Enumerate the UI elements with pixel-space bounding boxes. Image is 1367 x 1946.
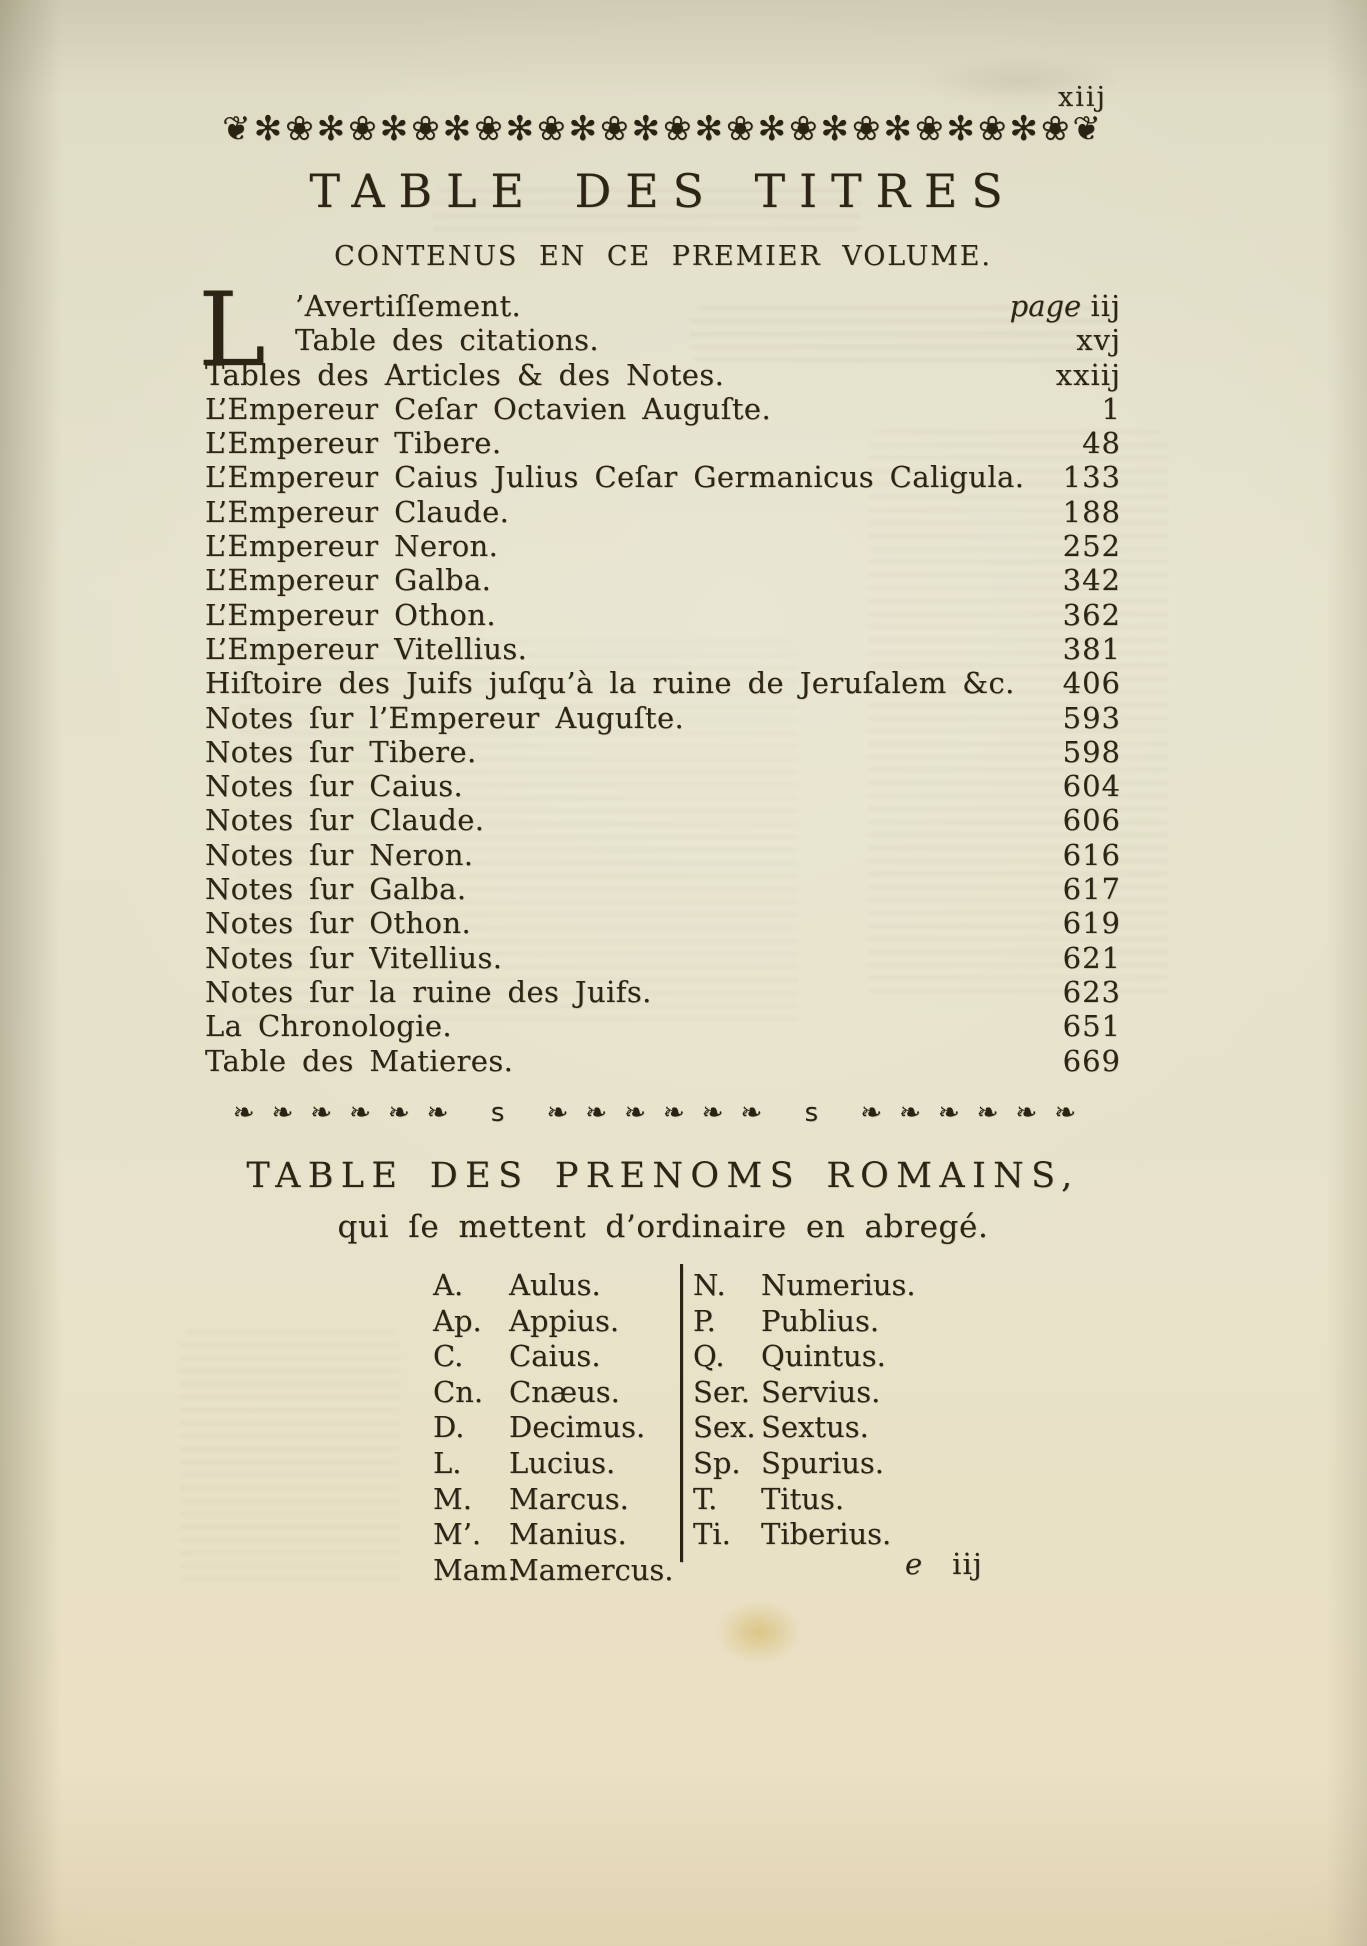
prenom-row: [433, 1553, 674, 1589]
toc-row: [205, 1044, 1121, 1078]
toc-page-number: 619: [1062, 906, 1121, 941]
prenom-name: Appius.: [509, 1303, 620, 1338]
prenom-name: Publius.: [761, 1303, 880, 1338]
prenom-name: Manius.: [509, 1517, 627, 1552]
toc-row: [205, 529, 1121, 563]
prenom-row: [433, 1517, 674, 1553]
prenoms-col-right: [693, 1268, 916, 1553]
prenom-row: [433, 1375, 674, 1411]
prenom-abbr: Sp.: [693, 1445, 741, 1480]
toc-row: [205, 323, 1121, 357]
prenom-row: [693, 1517, 916, 1553]
toc-row: [205, 426, 1121, 460]
toc-page-number: 1: [1101, 391, 1121, 426]
prenom-row: [693, 1482, 916, 1518]
prenom-name: Servius.: [761, 1374, 881, 1409]
prenom-row: [693, 1339, 916, 1375]
toc-page-number: 669: [1062, 1043, 1121, 1078]
prenom-name: Sextus.: [761, 1410, 869, 1445]
toc-entry-label: Notes ſur la ruine des Juifs.: [205, 974, 652, 1009]
prenom-abbr: M’.: [433, 1517, 482, 1552]
toc-entry-label: La Chronologie.: [205, 1009, 453, 1044]
toc-row: [205, 460, 1121, 494]
prenom-abbr: D.: [433, 1410, 465, 1445]
toc-row: [205, 495, 1121, 529]
toc-entry-label: Tables des Articles & des Notes.: [205, 357, 725, 392]
prenom-row: [433, 1482, 674, 1518]
drop-cap-letter: L: [198, 271, 266, 390]
paper-stain: [716, 1600, 802, 1664]
toc-entry-label: Notes ſur Vitellius.: [205, 940, 503, 975]
page-word-label: page: [1009, 289, 1091, 323]
toc-page-number: 593: [1062, 700, 1121, 735]
prenom-name: Numerius.: [761, 1268, 916, 1302]
prenom-name: Decimus.: [509, 1410, 646, 1445]
toc-page-number: 623: [1062, 974, 1121, 1009]
toc-entry-label: L’Empereur Vitellius.: [205, 631, 528, 666]
toc-entry-label: L’Empereur Tibere.: [205, 426, 502, 461]
page-title: TABLE DES TITRES: [309, 164, 1017, 218]
prenom-name: Spurius.: [761, 1445, 885, 1480]
toc-page-number: 48: [1082, 426, 1121, 461]
prenom-row: [433, 1339, 674, 1375]
toc-page-number: 342: [1062, 563, 1121, 598]
toc-entry-label: Notes ſur l’Empereur Auguſte.: [205, 700, 685, 735]
prenoms-col-left: [433, 1268, 674, 1588]
toc-entry-label: L’Empereur Ceſar Octavien Auguſte.: [205, 391, 772, 426]
prenom-row: [693, 1304, 916, 1340]
signature-letter: e: [905, 1547, 923, 1581]
toc-page-number: 133: [1062, 460, 1121, 495]
prenom-abbr: P.: [693, 1303, 716, 1338]
toc-row: [205, 735, 1121, 769]
prenom-name: Quintus.: [761, 1339, 886, 1374]
toc-row: [205, 838, 1121, 872]
prenom-abbr: Ti.: [693, 1517, 731, 1552]
prenom-abbr: L.: [433, 1445, 462, 1480]
prenom-name: Cnæus.: [509, 1374, 620, 1409]
toc-row: [205, 769, 1121, 803]
prenom-row: [433, 1304, 674, 1340]
toc-page-number: xxiij: [1055, 357, 1121, 392]
prenom-row: [693, 1410, 916, 1446]
toc-entry-label: Notes ſur Galba.: [205, 872, 467, 907]
toc-entry-label: Notes ſur Neron.: [205, 837, 474, 872]
prenom-name: Titus.: [761, 1481, 845, 1516]
prenom-abbr: Ap.: [433, 1303, 482, 1338]
column-divider-rule: [680, 1264, 683, 1562]
toc-entry-label: Notes ſur Othon.: [205, 906, 472, 941]
toc-row: [205, 941, 1121, 975]
prenom-name: Mamercus.: [509, 1552, 674, 1587]
toc-entry-label: Notes ſur Caius.: [205, 769, 464, 804]
prenoms-title: TABLE DES PRENOMS ROMAINS,: [246, 1156, 1080, 1196]
prenom-name: Aulus.: [509, 1268, 601, 1302]
prenom-row: [433, 1410, 674, 1446]
prenom-abbr: T.: [693, 1481, 718, 1516]
toc-page-number: page iij: [1009, 289, 1121, 323]
folio-number: xiij: [1058, 82, 1107, 113]
toc-page-number: 606: [1062, 803, 1121, 838]
toc-entry-label: L’Empereur Caius Julius Ceſar Germanicus Caligula.: [205, 460, 1025, 495]
prenom-abbr: Sex.: [693, 1410, 756, 1445]
toc-row: [205, 1009, 1121, 1043]
toc-row: [205, 598, 1121, 632]
prenom-abbr: A.: [433, 1268, 464, 1302]
toc-row: [205, 906, 1121, 940]
toc-entry-label: Table des Matieres.: [205, 1043, 514, 1078]
toc-row: [205, 803, 1121, 837]
prenom-abbr: Q.: [693, 1339, 725, 1374]
toc-page-number: xvj: [1076, 323, 1121, 358]
prenom-abbr: M.: [433, 1481, 472, 1516]
prenoms-subtitle: qui ſe mettent d’ordinaire en abregé.: [337, 1209, 989, 1245]
toc-page-number: 616: [1062, 837, 1121, 872]
toc-page-number: 598: [1062, 734, 1121, 769]
prenom-name: Caius.: [509, 1339, 601, 1374]
page-subtitle: CONTENUS EN CE PREMIER VOLUME.: [334, 241, 992, 272]
prenom-abbr: N.: [693, 1268, 726, 1302]
toc-entry-label: L’Empereur Neron.: [205, 529, 499, 564]
prenom-abbr: Ser.: [693, 1374, 750, 1409]
toc-row: [205, 872, 1121, 906]
toc-page-number: 406: [1062, 666, 1121, 701]
prenom-name: Lucius.: [509, 1445, 616, 1480]
toc-page-number: 252: [1062, 529, 1121, 564]
toc-entry-label: L’Empereur Othon.: [205, 597, 496, 632]
toc-row: [205, 289, 1121, 323]
toc-entry-label: L’Empereur Galba.: [205, 563, 492, 598]
toc-row: [205, 701, 1121, 735]
toc-entry-label: L’Empereur Claude.: [205, 494, 510, 529]
toc-entry-label: Notes ſur Tibere.: [205, 734, 477, 769]
prenom-row: [433, 1446, 674, 1482]
toc-row: [205, 563, 1121, 597]
signature-numeral: iij: [952, 1547, 983, 1581]
toc-entry-label: Table des citations.: [295, 323, 600, 358]
toc-entry-label: Notes ſur Claude.: [205, 803, 485, 838]
headpiece-ornament: ❦✻❀✻❀✻❀✻❀✻❀✻❀✻❀✻❀✻❀✻❀✻❀✻❀✻❀❦: [222, 109, 1104, 149]
toc-page-number: 621: [1062, 940, 1121, 975]
toc-entry-label: ’Avertiſſement.: [295, 289, 522, 323]
prenom-row: [433, 1268, 674, 1304]
prenom-name: Marcus.: [509, 1481, 629, 1516]
toc-row: [205, 358, 1121, 392]
prenom-row: [693, 1268, 916, 1304]
ink-showthrough: [180, 1330, 400, 1590]
toc-page-number: 362: [1062, 597, 1121, 632]
prenom-abbr: Cn.: [433, 1374, 484, 1409]
toc-row: [205, 632, 1121, 666]
signature-mark: [905, 1547, 983, 1581]
toc-page-number: 651: [1062, 1009, 1121, 1044]
toc-row: [205, 392, 1121, 426]
toc-page-number: 604: [1062, 769, 1121, 804]
prenom-abbr: Mam.: [433, 1552, 517, 1587]
prenom-row: [693, 1446, 916, 1482]
toc-entry-label: Hiſtoire des Juifs juſqu’à la ruine de Jeruſalem &c.: [205, 666, 1015, 701]
toc-row: [205, 666, 1121, 700]
prenom-name: Tiberius.: [761, 1517, 892, 1552]
toc-rows: [205, 289, 1121, 1078]
toc-page-number: 617: [1062, 872, 1121, 907]
toc-row: [205, 975, 1121, 1009]
toc-page-number: 381: [1062, 631, 1121, 666]
toc-page-number: 188: [1062, 494, 1121, 529]
divider-ornament: ❧❧❧❧❧❧ s ❧❧❧❧❧❧ s ❧❧❧❧❧❧: [232, 1098, 1094, 1128]
prenom-row: [693, 1375, 916, 1411]
prenom-abbr: C.: [433, 1339, 464, 1374]
